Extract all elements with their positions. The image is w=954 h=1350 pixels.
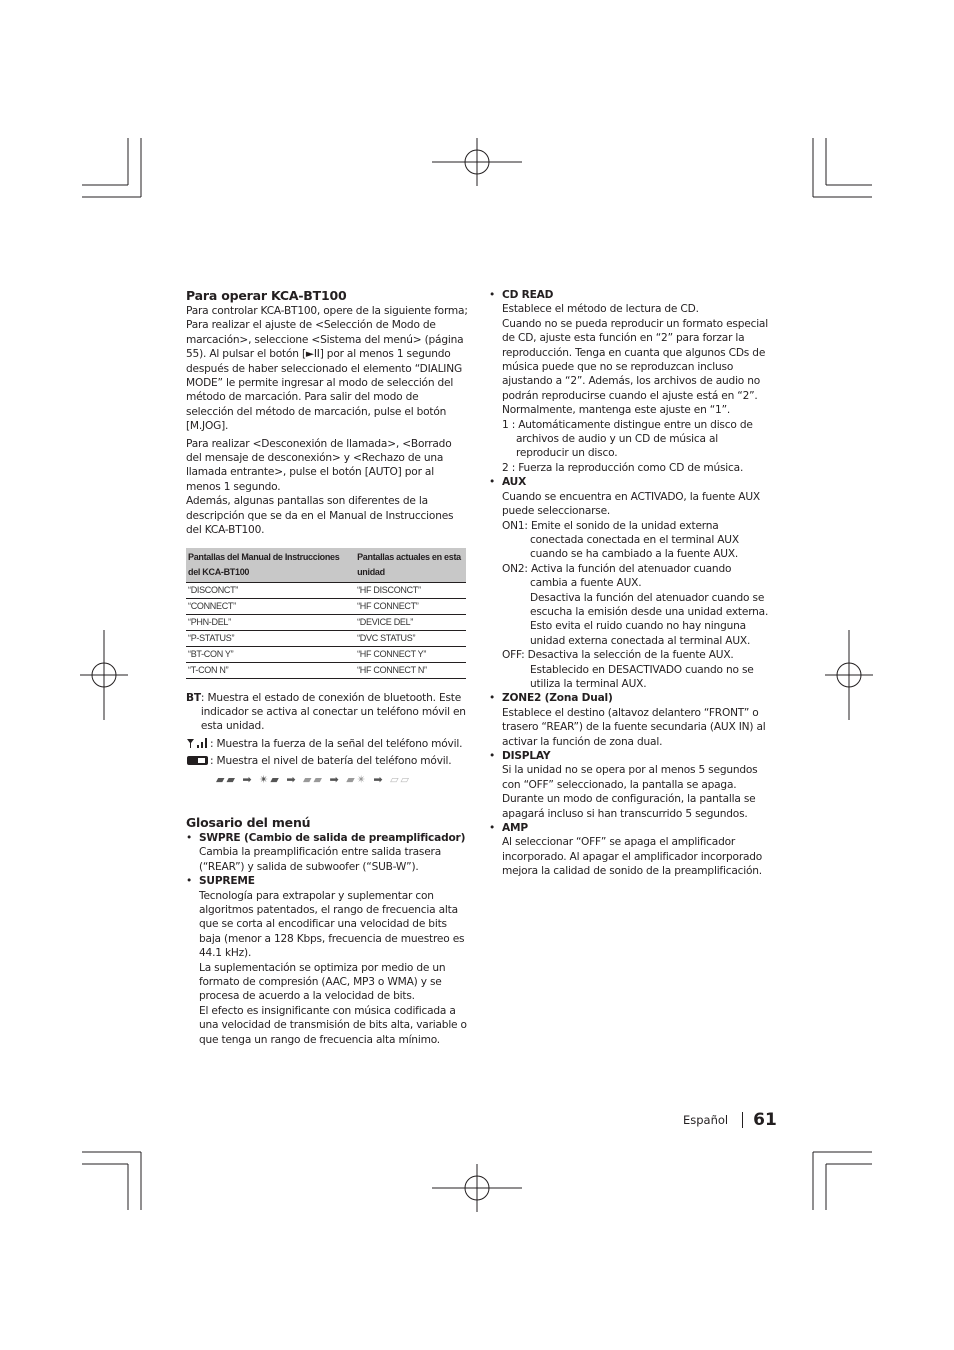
bullet: • [186, 875, 193, 888]
bullet: • [489, 289, 496, 301]
table-row [186, 598, 466, 614]
item-label: CD READ [502, 289, 554, 301]
item-label: AMP [502, 822, 528, 835]
item-text: Si la unidad no se opera por al menos 5 segundos con “OFF” seleccionado, la pantalla se apaga. Durante un modo de configuración, la pantalla se apagará incluso si han transcurrido 5 segundos. [502, 764, 758, 820]
battery-low-blink-icon: ▰✴ [346, 772, 368, 786]
item-label: SWPRE (Cambio de salida de preamplificador) [199, 831, 466, 844]
arrow-icon: ➡ [242, 772, 254, 786]
right-column [489, 288, 771, 879]
indicator-text: : Muestra el estado de conexión de bluetooth. Este indicador se activa al conectar un teléfono móvil en esta unidad. [200, 691, 466, 733]
indicator-signal [186, 737, 468, 751]
item-text: Cambia la preamplificación entre salida trasera (“REAR”) y salida de subwoofer (“SUB-W”). [199, 846, 442, 873]
registration-mark-left [80, 630, 128, 720]
table-cell: “BT-CON Y” [186, 646, 355, 662]
item-text: Cuando se encuentra en ACTIVADO, la fuente AUX puede seleccionarse. [502, 490, 760, 518]
indicator-text: : Muestra el nivel de batería del teléfono móvil. [210, 755, 452, 768]
table-cell: “T-CON N” [186, 662, 355, 678]
registration-mark-top [432, 138, 522, 186]
item-text: Cuando no se pueda reproducir un formato especial de CD, ajuste esta función en “2” para forzar la reproducción. Tenga en cuanta que algunos CDs de música puede que no se reproduzcan incluso ajustando a “2”. Además, los archivos de audio no podrán reproducirse cuando el ajuste está en “2”. Normalmente, mantenga este ajuste en “1”. [502, 317, 768, 417]
crop-mark-top-right [813, 138, 872, 197]
item-label: AUX [502, 476, 527, 489]
language-label: Español [683, 1113, 729, 1127]
crop-mark-bottom-left [82, 1152, 141, 1210]
crop-mark-bottom-right [813, 1152, 872, 1210]
battery-mid-icon: ▰▰ [303, 772, 324, 786]
registration-mark-bottom [432, 1164, 522, 1212]
footer-divider [742, 1112, 743, 1128]
bullet: • [489, 822, 496, 835]
item-text: El efecto es insignificante con música codificada a una velocidad de transmisión de bits alta, variable o que tenga un rango de frecuencia alta mínimo. [199, 1004, 467, 1046]
table-header: Pantallas del Manual de Instrucciones del KCA-BT100 [186, 548, 355, 583]
page-number: 61 [753, 1110, 777, 1130]
table-cell: “HF CONNECT” [355, 598, 466, 614]
option-text: ON1: Emite el sonido de la unidad externa conectada conectada en el terminal AUX cuando se ha cambiado a la fuente AUX. [502, 519, 739, 561]
indicator-battery [186, 754, 468, 768]
section-title: Para operar KCA-BT100 [186, 288, 347, 303]
item-text: Al seleccionar “OFF” se apaga el amplificador incorporado. Al apagar el amplificador incorporado mejora la calidad de sonido de la preamplificación. [502, 836, 763, 878]
glossary-item-amp [489, 821, 771, 879]
glossary-item-cd-read [489, 288, 771, 475]
signal-icon [186, 737, 210, 749]
glossary-item-aux [489, 475, 771, 691]
battery-blink-icon: ✴▰ [259, 772, 281, 786]
bullet: • [489, 692, 496, 705]
indicator-bt [186, 691, 468, 734]
table-cell: “HF CONNECT Y” [355, 646, 466, 662]
glossary-item-zone2 [489, 691, 771, 749]
item-label: ZONE2 (Zona Dual) [502, 692, 613, 705]
table-row [186, 662, 466, 678]
crop-mark-top-left [82, 138, 141, 197]
table-cell: “P-STATUS” [186, 630, 355, 646]
arrow-icon: ➡ [329, 772, 341, 786]
bt-icon: BT [186, 691, 201, 704]
paragraph: Además, algunas pantallas son diferentes de la descripción que se da en el Manual de Instrucciones del KCA-BT100. [186, 495, 454, 537]
battery-level-sequence [216, 773, 468, 787]
glossary-title: Glosario del menú [186, 814, 311, 830]
table-header: Pantallas actuales en esta unidad [355, 548, 466, 583]
option-text: 2 : Fuerza la reproducción como CD de música. [502, 461, 744, 474]
table-cell: “HF CONNECT N” [355, 662, 466, 678]
indicator-text: : Muestra la fuerza de la señal del teléfono móvil. [210, 737, 463, 750]
table-cell: “DEVICE DEL” [355, 614, 466, 630]
table-cell: “CONNECT” [186, 598, 355, 614]
table-row [186, 614, 466, 630]
item-label: SUPREME [199, 875, 255, 888]
left-column [186, 288, 468, 1047]
bullet: • [489, 750, 496, 762]
display-comparison-table [186, 548, 466, 679]
table-cell: “PHN-DEL” [186, 614, 355, 630]
bullet: • [186, 831, 193, 844]
item-text: Establece el destino (altavoz delantero “FRONT” o trasero “REAR”) de la fuente secundaria (AUX IN) al activar la función de zona dual. [502, 706, 766, 748]
arrow-icon: ➡ [373, 772, 385, 786]
option-text: 1 : Automáticamente distingue entre un disco de archivos de audio y un CD de música al reproducir un disco. [502, 418, 753, 460]
table-cell: “DVC STATUS” [355, 630, 466, 646]
table-row [186, 630, 466, 646]
battery-icon [186, 754, 210, 766]
arrow-icon: ➡ [286, 772, 298, 786]
table-row [186, 646, 466, 662]
option-text: ON2: Activa la función del atenuador cuando cambia a fuente AUX. [502, 562, 732, 590]
battery-full-icon: ▰▰ [216, 772, 237, 786]
paragraph: Para realizar <Desconexión de llamada>, <Borrado del mensaje de desconexión> y <Rechazo de una llamada entrante>, pulse el botón [AUTO] por al menos 1 segundo. [186, 437, 452, 493]
glossary-item-supreme [186, 874, 468, 1047]
glossary-item-swpre [186, 831, 468, 874]
option-text: Desactiva la función del atenuador cuando se escucha la emisión desde una unidad externa. Esto evita el ruido cuando no hay ninguna unidad externa conectada al terminal AUX. [530, 591, 769, 647]
table-cell: “HF DISCONCT” [355, 582, 466, 598]
bullet: • [489, 476, 496, 489]
table-row [186, 582, 466, 598]
option-text: OFF: Desactiva la selección de la fuente AUX. Establecido en DESACTIVADO cuando no se utiliza la terminal AUX. [502, 649, 754, 690]
battery-empty-icon: ▱▱ [390, 772, 412, 786]
table-cell: “DISCONCT” [186, 582, 355, 598]
registration-mark-right [825, 630, 873, 720]
item-text: La suplementación se optimiza por medio de un formato de compresión (AAC, MP3 o WMA) y se procesa de acuerdo a la velocidad de bits. [199, 961, 446, 1003]
glossary-item-display [489, 749, 771, 821]
item-text: Tecnología para extrapolar y suplementar con algoritmos patentados, el rango de frecuencia alta que se corta al encodificar una velocidad de bits baja (menor a 128 Kbps, frecuencia de muestreo es 44.1 kHz). [199, 889, 465, 960]
page-footer [683, 1110, 777, 1130]
item-text: Establece el método de lectura de CD. [502, 303, 699, 316]
item-label: DISPLAY [502, 750, 551, 762]
paragraph: Para controlar KCA-BT100, opere de la siguiente forma; Para realizar el ajuste de <Selección de Modo de marcación>, seleccione <Sistema del menú> (página 55). Al pulsar el botón [►II] por al menos 1 segundo después de haber seleccionado el elemento “DIALING MODE” le permite ingresar al modo de selección del método de marcación. Para salir del modo de selección del método de marcación, pulse el botón [M.JOG]. [186, 305, 468, 433]
